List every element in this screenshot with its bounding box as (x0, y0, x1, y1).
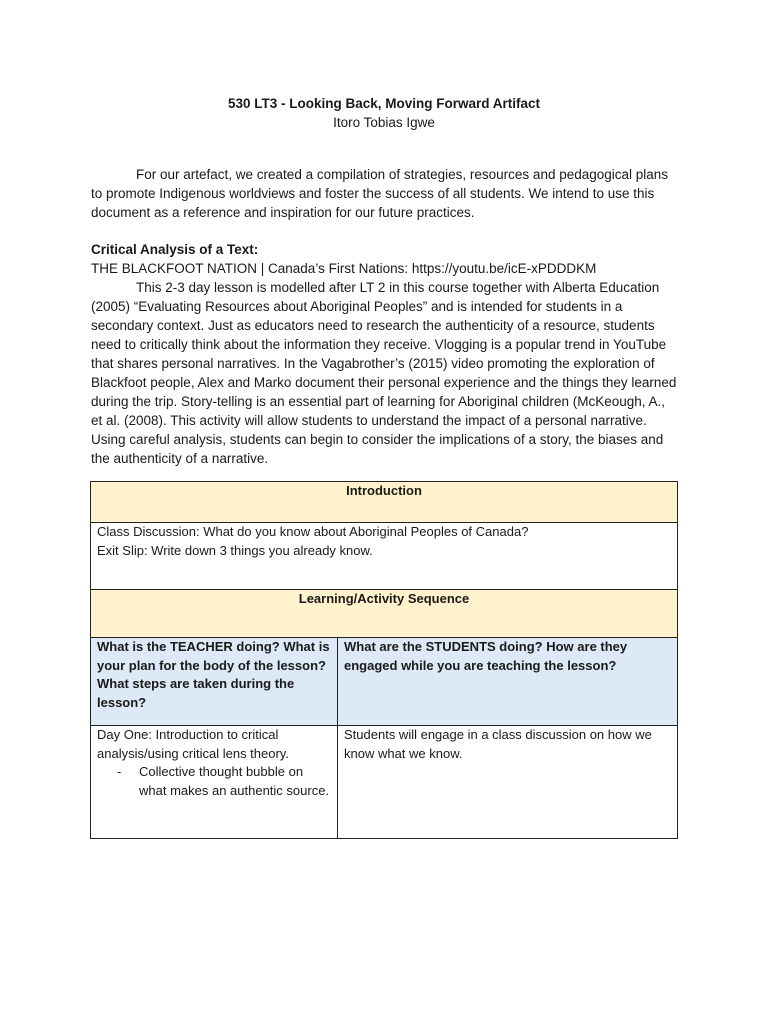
intro-paragraph: For our artefact, we created a compilation of strategies, resources and pedagogical plans to promote Indigenous worldviews and foster the success of all students. We intend to use this document as a reference and inspiration for our future practices. (91, 167, 669, 220)
document-author: Itoro Tobias Igwe (333, 115, 435, 130)
day-one-teacher-cell (91, 726, 338, 839)
sequence-header: Learning/Activity Sequence (91, 590, 678, 638)
teacher-column-header: What is the TEACHER doing? What is your plan for the body of the lesson? What steps are taken during the lesson? (91, 638, 338, 726)
day-one-teacher-text: Day One: Introduction to critical analysis/using critical lens theory. (97, 727, 289, 761)
students-column-header: What are the STUDENTS doing? How are they engaged while you are teaching the lesson? (338, 638, 678, 726)
introduction-line: Class Discussion: What do you know about Aboriginal Peoples of Canada? (97, 524, 529, 539)
document-title: 530 LT3 - Looking Back, Moving Forward Artifact (227, 96, 541, 111)
introduction-cell (91, 523, 678, 590)
table-row (91, 590, 678, 638)
table-row (91, 638, 678, 726)
table-row (91, 482, 678, 523)
bullet-marker: - (117, 764, 122, 779)
lesson-table (90, 481, 678, 839)
body-paragraph: This 2-3 day lesson is modelled after LT 2 in this course together with Alberta Education (2005) “Evaluating Resources about Aboriginal Peoples” and is intended for students in a secondary context. Just as educators need to research the authenticity of a resource, students need to critically think about the information they receive. Vlogging is a popular trend in YouTube that shares personal narratives. In the Vagabrother’s (2015) video promoting the exploration of Blackfoot people, Alex and Marko document their personal experience and the things they learned during the trip. Story-telling is an essential part of learning for Aboriginal children (McKeough, A., et al. (2008). This activity will allow students to understand the impact of a personal narrative. Using careful analysis, students can begin to consider the implications of a story, the biases and the authenticity of a narrative. (91, 280, 677, 466)
introduction-line: Exit Slip: Write down 3 things you already know. (97, 542, 373, 558)
table-row (91, 726, 678, 839)
critical-analysis-section (91, 240, 679, 468)
introduction-header: Introduction (91, 482, 678, 523)
bullet-text: Collective thought bubble on what makes an authentic source. (139, 764, 330, 798)
source-line: THE BLACKFOOT NATION | Canada’s First Nations: https://youtu.be/icE-xPDDDKM (91, 261, 597, 276)
table-row (91, 523, 678, 590)
intro-section (91, 165, 679, 222)
section-heading: Critical Analysis of a Text: (91, 242, 259, 257)
day-one-students-cell: Students will engage in a class discussion on how we know what we know. (338, 726, 678, 839)
list-item (97, 763, 331, 800)
